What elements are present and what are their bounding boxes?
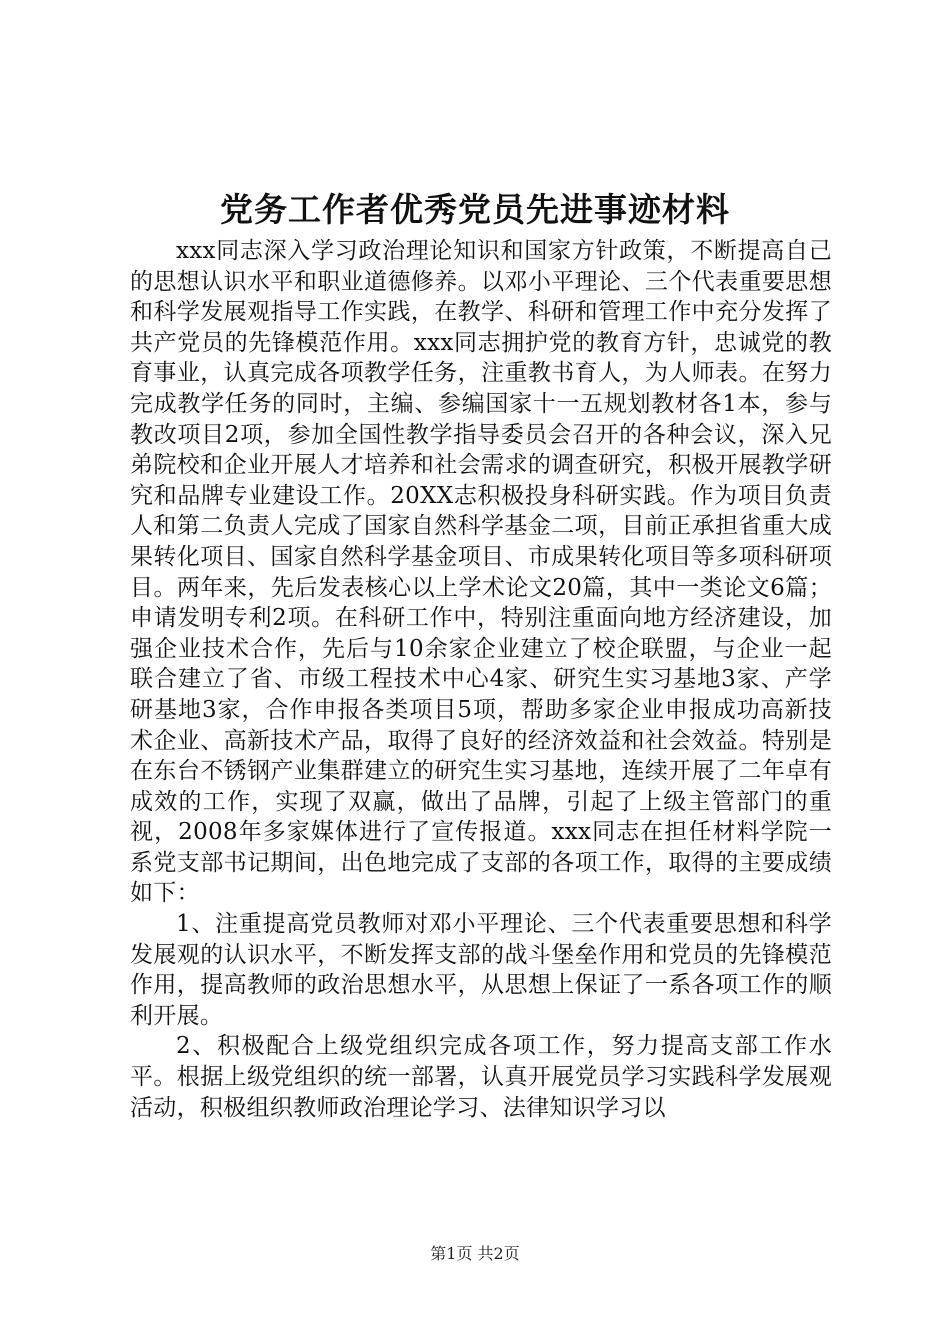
paragraph-item-1: 1、注重提高党员教师对邓小平理论、三个代表重要思想和科学发展观的认识水平，不断发挥支部的战斗堡垒作用和党员的先锋模范作用，提高教师的政治思想水平，从思想上保证了一系各项工作的顺利开展。 bbox=[130, 911, 832, 1029]
document-title: 党务工作者优秀党员先进事迹材料 bbox=[220, 190, 730, 229]
paragraph-intro: xxx同志深入学习政治理论知识和国家方针政策，不断提高自己的思想认识水平和职业道德修养。以邓小平理论、三个代表重要思想和科学发展观指导工作实践，在教学、科研和管理工作中充分发挥了共产党员的先锋模范作用。xxx同志拥护党的教育方针，忠诚党的教育事业，认真完成各项教学任务，注重教书育人，为人师表。在努力完成教学任务的同时，主编、参编国家十一五规划教材各1本，参与教改项目2项，参加全国性教学指导委员会召开的各种会议，深入兄弟院校和企业开展人才培养和社会需求的调查研究，积极开展教学研究和品牌专业建设工作。20XX志积极投身科研实践。作为项目负责人和第二负责人完成了国家自然科学基金二项，目前正承担省重大成果转化项目、国家自然科学基金项目、市成果转化项目等多项科研项目。两年来，先后发表核心以上学术论文20篇，其中一类论文6篇；申请发明专利2项。在科研工作中，特别注重面向地方经济建设，加强企业技术合作，先后与10余家企业建立了校企联盟，与企业一起联合建立了省、市级工程技术中心4家、研究生实习基地3家、产学研基地3家，合作申报各类项目5项，帮助多家企业申报成功高新技术企业、高新技术产品，取得了良好的经济效益和社会效益。特别是在东台不锈钢产业集群建立的研究生实习基地，连续开展了二年卓有成效的工作，实现了双赢，做出了品牌，引起了上级主管部门的重视，2008年多家媒体进行了宣传报道。xxx同志在担任材料学院一系党支部书记期间，出色地完成了支部的各项工作，取得的主要成绩如下： bbox=[130, 238, 832, 907]
document-body bbox=[130, 236, 832, 1123]
page-number-footer: 第1页 共2页 bbox=[430, 1244, 520, 1263]
paragraph-item-2: 2、积极配合上级党组织完成各项工作，努力提高支部工作水平。根据上级党组织的统一部署，认真开展党员学习实践科学发展观活动，积极组织教师政治理论学习、法律知识学习以 bbox=[130, 1033, 832, 1121]
